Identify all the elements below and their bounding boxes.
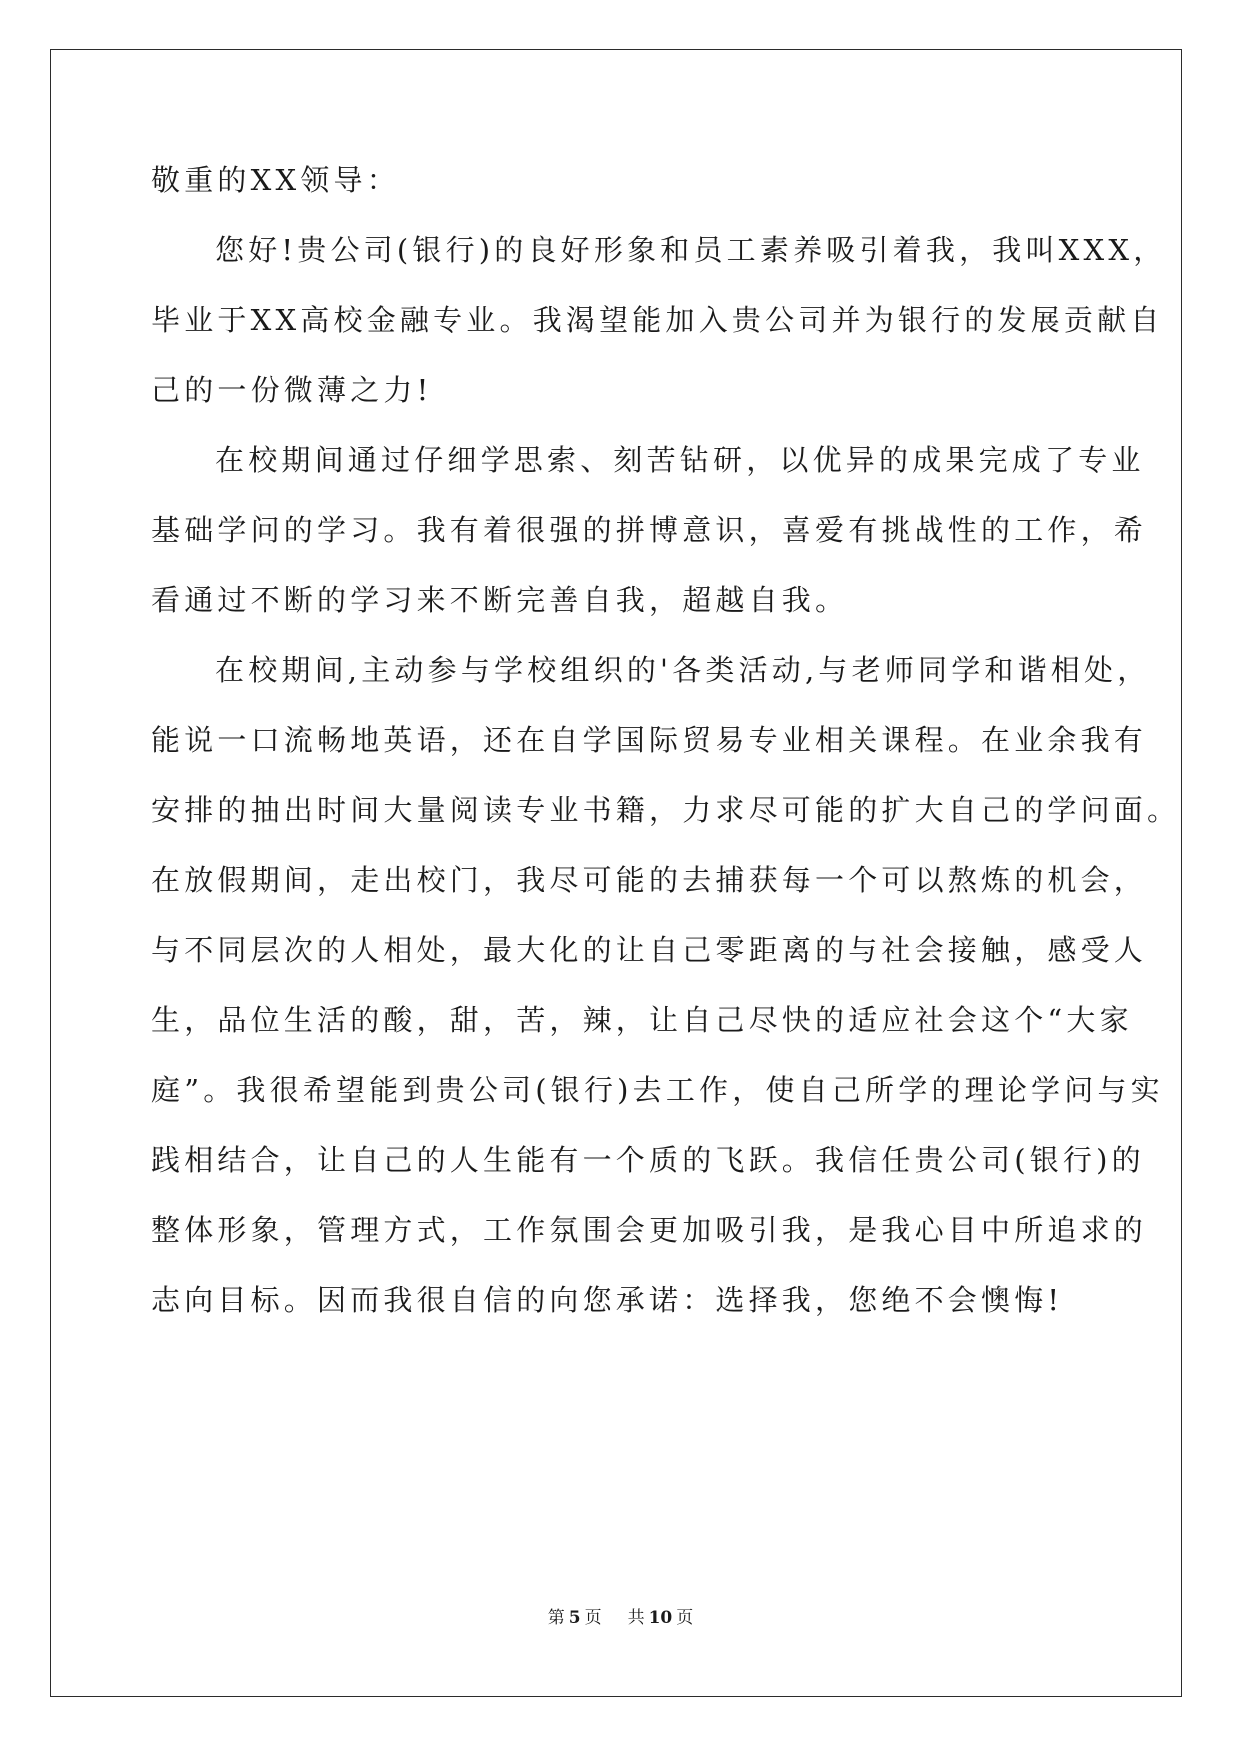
text-line: 庭”。我很希望能到贵公司(银行)去工作，使自己所学的理论学问与实	[151, 1073, 1164, 1107]
text-line: 与不同层次的人相处，最大化的让自己零距离的与社会接触，感受人	[151, 933, 1148, 967]
text-line: 安排的抽出时间大量阅读专业书籍，力求尽可能的扩大自己的学问面。	[151, 793, 1181, 827]
text-line: 志向目标。因而我很自信的向您承诺：选择我，您绝不会懊悔!	[151, 1283, 1064, 1317]
text-line: 己的一份微薄之力!	[151, 373, 433, 407]
text-line: 您好!贵公司(银行)的良好形象和员工素养吸引着我，我叫XXX，	[215, 233, 1167, 267]
salutation-line: 敬重的XX领导：	[151, 163, 400, 197]
text-line: 看通过不断的学习来不断完善自我，超越自我。	[151, 583, 849, 617]
text-line: 毕业于XX高校金融专业。我渴望能加入贵公司并为银行的发展贡献自	[151, 303, 1164, 337]
text-line: 践相结合，让自己的人生能有一个质的飞跃。我信任贵公司(银行)的	[151, 1143, 1145, 1177]
page-footer	[0, 1606, 1241, 1630]
text-line: 在校期间通过仔细学思索、刻苦钻研，以优异的成果完成了专业	[215, 443, 1145, 477]
page-suffix: 页	[584, 1608, 602, 1628]
page-number: 5	[568, 1608, 581, 1628]
total-prefix: 共	[627, 1608, 645, 1628]
text-line: 在校期间,主动参与学校组织的'各类活动,与老师同学和谐相处，	[215, 653, 1151, 687]
total-pages: 10	[648, 1608, 673, 1628]
page-prefix: 第	[547, 1608, 565, 1628]
total-suffix: 页	[676, 1608, 694, 1628]
text-line: 能说一口流畅地英语，还在自学国际贸易专业相关课程。在业余我有	[151, 723, 1148, 757]
text-line: 基础学问的学习。我有着很强的拼博意识，喜爱有挑战性的工作，希	[151, 513, 1148, 547]
text-line: 在放假期间，走出校门，我尽可能的去捕获每一个可以熬炼的机会，	[151, 863, 1148, 897]
text-line: 整体形象，管理方式，工作氛围会更加吸引我，是我心目中所追求的	[151, 1213, 1148, 1247]
text-line: 生，品位生活的酸，甜，苦，辣，让自己尽快的适应社会这个“大家	[151, 1003, 1133, 1037]
